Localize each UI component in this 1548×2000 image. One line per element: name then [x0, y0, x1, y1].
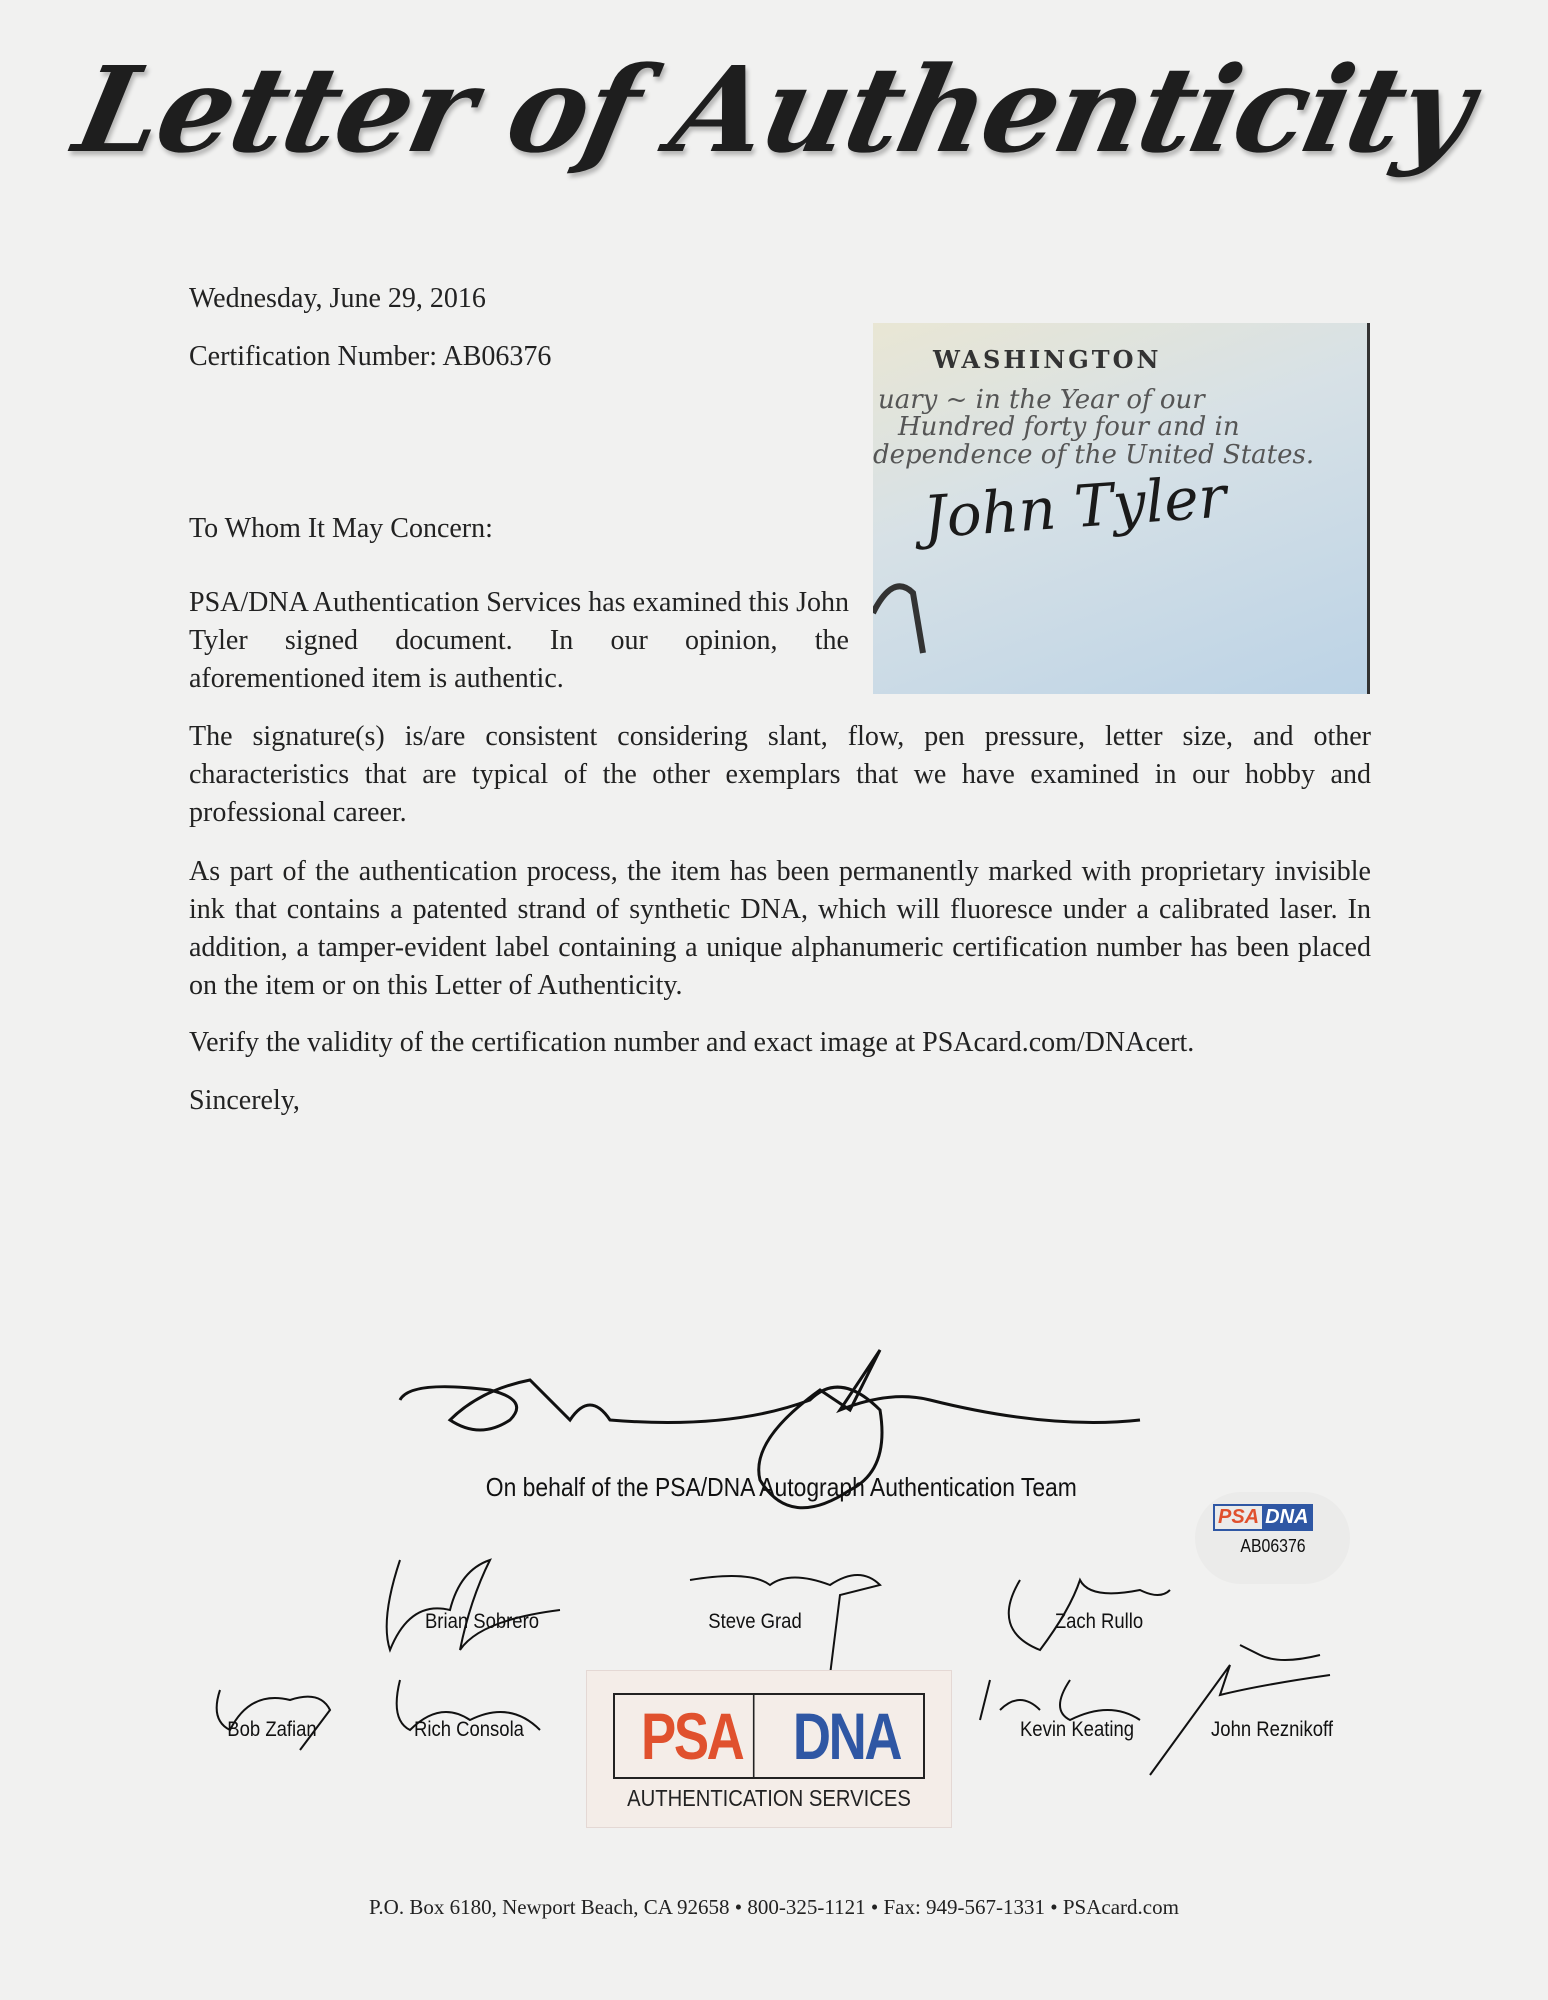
svg-text:Hundred forty four and in: Hundred forty four and in: [898, 412, 1240, 442]
svg-text:uary ~ in the Year of our: uary ~ in the Year of our: [878, 385, 1205, 415]
paragraph-verify: Verify the validity of the certification number and exact image at PSAcard.com/DNAcert.: [189, 1027, 1195, 1058]
sticker-number: AB06376: [1240, 1536, 1306, 1556]
paragraph-consistency: The signature(s) is/are consistent considering slant, flow, pen pressure, letter size, and other characteristics that are typical of the other exemplars that we have examined in our hobby and professional career.: [189, 721, 1371, 828]
logo-psa: PSA: [631, 1695, 755, 1777]
team-line: On behalf of the PSA/DNA Autograph Authentication Team: [485, 1472, 1077, 1502]
letter-date: Wednesday, June 29, 2016: [189, 283, 486, 314]
photo-printed-text: WASHINGTON: [933, 345, 1162, 374]
logo-subtitle: AUTHENTICATION SERVICES: [627, 1785, 911, 1811]
salutation: To Whom It May Concern:: [189, 513, 493, 544]
psa-dna-logo: [586, 1670, 952, 1828]
letter-title: Letter of Authenticity: [64, 40, 1484, 179]
footer-contact: P.O. Box 6180, Newport Beach, CA 92658 • 800-325-1121 • Fax: 949-567-1331 • PSAcard.com: [369, 1895, 1179, 1919]
authenticator-zach-rullo: Zach Rullo: [1054, 1610, 1144, 1633]
sticker-psa: PSA: [1218, 1506, 1260, 1528]
certification-number: Certification Number: AB06376: [189, 341, 552, 372]
sticker-dna: DNA: [1262, 1506, 1311, 1529]
svg-text:dependence of the United State: dependence of the United States.: [873, 440, 1315, 470]
logo-dna: DNA: [792, 1699, 901, 1773]
authenticator-rich-consola: Rich Consola: [414, 1718, 524, 1741]
item-photo: [873, 323, 1370, 694]
authenticator-brian-sobrero: Brian Sobrero: [424, 1610, 540, 1633]
authenticator-john-reznikoff: John Reznikoff: [1211, 1718, 1333, 1741]
authenticator-kevin-keating: Kevin Keating: [1019, 1718, 1135, 1741]
team-signature: [390, 1330, 1200, 1550]
photo-signature: John Tyler: [920, 462, 1229, 552]
authenticator-bob-zafian: Bob Zafian: [227, 1718, 317, 1741]
paragraph-examination: PSA/DNA Authentication Services has examined this John Tyler signed document. In our opinion, the aforementioned item is authentic.: [189, 587, 849, 694]
closing: Sincerely,: [189, 1085, 300, 1116]
paragraph-dna-ink: As part of the authentication process, the item has been permanently marked with proprietary invisible ink that contains a patented strand of synthetic DNA, which will fluoresce under a calibrated laser. In addition, a tamper-evident label containing a unique alphanumeric certification number has been placed on the item or on this Letter of Authenticity.: [189, 856, 1371, 1001]
authenticator-steve-grad: Steve Grad: [708, 1610, 802, 1633]
